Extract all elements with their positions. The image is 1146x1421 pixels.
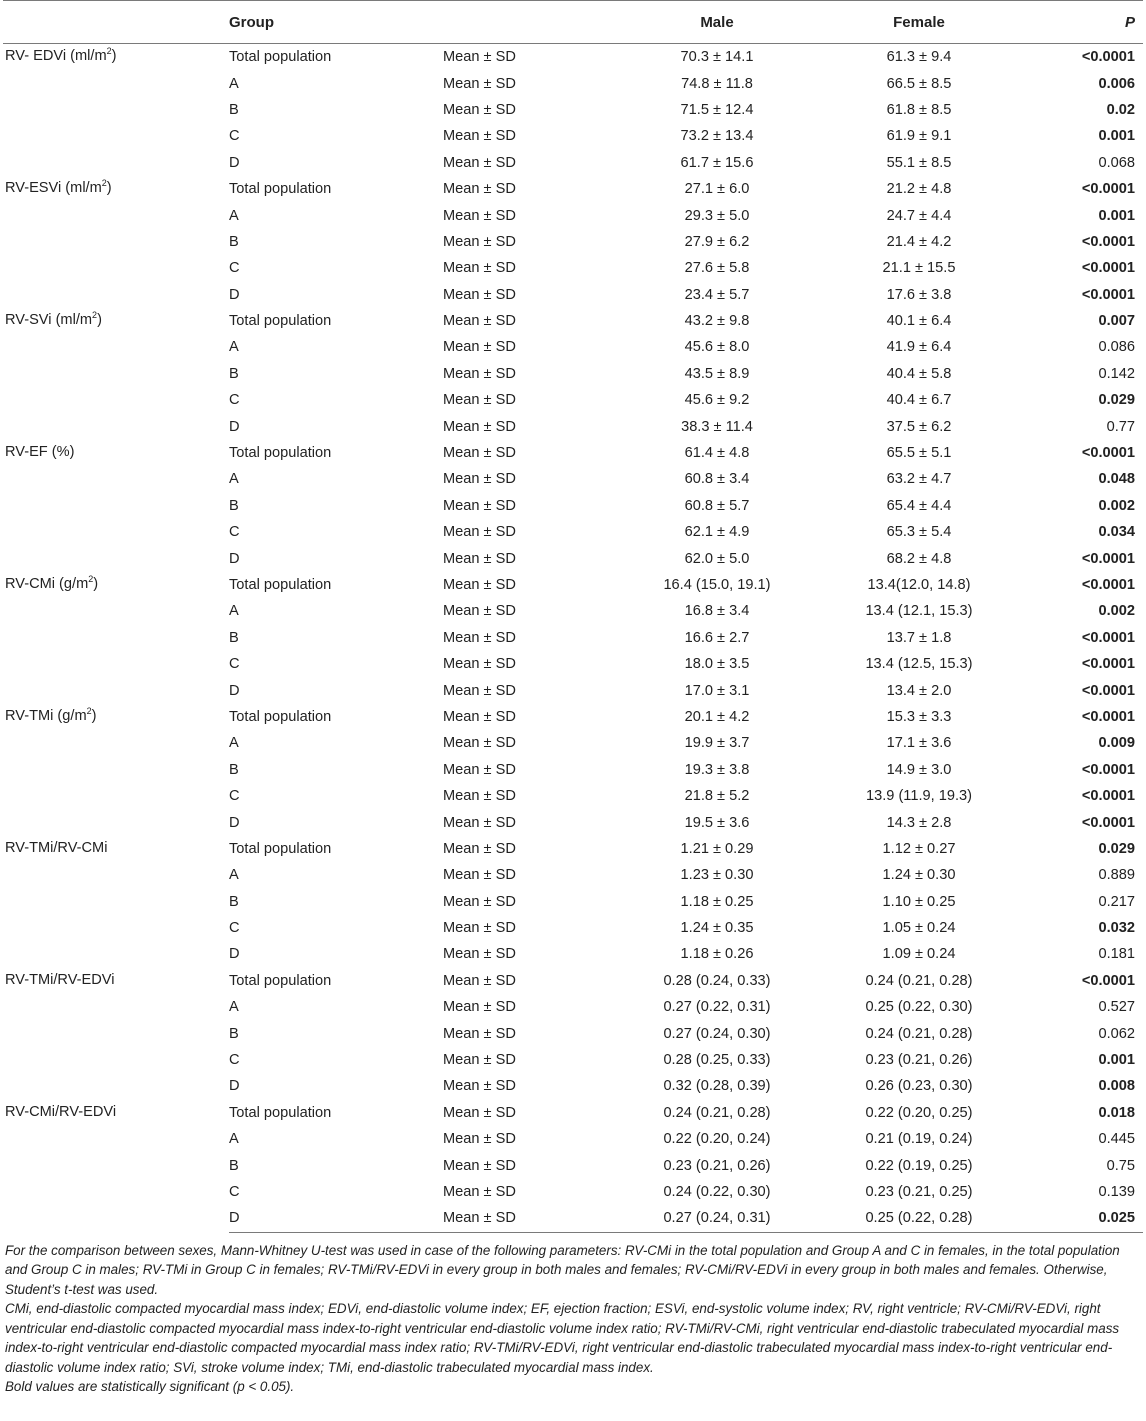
p-value-cell: 0.142 xyxy=(1098,365,1135,382)
parameter-name: RV-TMi (g/m xyxy=(5,707,87,724)
group-cell: C xyxy=(229,524,240,541)
table-row xyxy=(3,704,1143,730)
stat-cell: Mean ± SD xyxy=(443,708,516,725)
table-row xyxy=(3,308,1143,334)
p-value-cell: 0.029 xyxy=(1098,392,1135,409)
stat-cell: Mean ± SD xyxy=(443,260,516,277)
group-cell: A xyxy=(229,735,239,752)
male-value-cell: 61.4 ± 4.8 xyxy=(684,445,750,462)
header-row xyxy=(3,1,1143,44)
male-value-cell: 60.8 ± 3.4 xyxy=(684,471,750,488)
p-value-cell: 0.889 xyxy=(1098,867,1135,884)
stat-cell: Mean ± SD xyxy=(443,445,516,462)
male-value-cell: 73.2 ± 13.4 xyxy=(680,128,754,145)
parameter-name: RV-EF (%) xyxy=(5,443,75,460)
male-value-cell: 1.18 ± 0.25 xyxy=(680,893,754,910)
parameter-label xyxy=(3,572,229,704)
footnote-abbreviations: CMi, end-diastolic compacted myocardial mass index; EDVi, end-diastolic volume index; EF, ejection fraction; ESVi, end-systolic volume index; RV, right ventricle; RV-CMi/RV-EDVi, right ventricular end-diastolic compacted myocardial mass index-to-right ventricular end-diastolic volume index ratio; RV-TMi/RV-CMi, right ventricular end-diastolic trabeculated myocardial mass index-to-right ventricular end-diastolic compacted myocardial mass index ratio; RV-TMi/RV-EDVi, right ventricular end-diastolic trabeculated myocardial mass index-to-right ventricular end-diastolic volume index ratio; SVi, stroke volume index; TMi, end-diastolic trabeculated myocardial mass index. xyxy=(5,1301,1120,1375)
group-cell: Total population xyxy=(229,1104,332,1121)
stat-cell: Mean ± SD xyxy=(443,128,516,145)
group-cell: B xyxy=(229,629,239,646)
male-value-cell: 0.32 (0.28, 0.39) xyxy=(663,1078,771,1095)
female-value-cell: 0.22 (0.20, 0.25) xyxy=(865,1104,973,1121)
female-value-cell: 15.3 ± 3.3 xyxy=(886,708,952,725)
parameter-unit-close: ) xyxy=(106,179,112,196)
female-value-cell: 63.2 ± 4.7 xyxy=(886,471,952,488)
parameter-unit-close: ) xyxy=(93,575,99,592)
group-cell: A xyxy=(229,471,239,488)
male-value-cell: 27.9 ± 6.2 xyxy=(684,233,750,250)
p-value-cell: <0.0001 xyxy=(1081,233,1135,250)
stat-cell: Mean ± SD xyxy=(443,1078,516,1095)
group-cell: A xyxy=(229,207,239,224)
p-value-cell: 0.008 xyxy=(1098,1078,1135,1095)
stat-cell: Mean ± SD xyxy=(443,550,516,567)
p-value-cell: <0.0001 xyxy=(1081,550,1135,567)
parameter-label xyxy=(3,440,229,572)
male-value-cell: 1.24 ± 0.35 xyxy=(680,920,754,937)
parameter-label xyxy=(3,1100,229,1232)
p-value-cell: 0.445 xyxy=(1098,1131,1135,1148)
female-value-cell: 0.26 (0.23, 0.30) xyxy=(865,1078,973,1095)
group-cell: A xyxy=(229,999,239,1016)
header-male: Male xyxy=(615,1,819,44)
male-value-cell: 16.4 (15.0, 19.1) xyxy=(663,577,771,593)
p-value-cell: <0.0001 xyxy=(1081,814,1135,831)
male-value-cell: 23.4 ± 5.7 xyxy=(684,286,750,303)
group-cell: C xyxy=(229,260,240,277)
parameter-label xyxy=(3,968,229,1100)
male-value-cell: 38.3 ± 11.4 xyxy=(681,418,753,435)
parameter-unit-close: ) xyxy=(111,48,117,64)
table-row xyxy=(3,1100,1143,1126)
female-value-cell: 65.5 ± 5.1 xyxy=(886,445,952,462)
table-row xyxy=(3,836,1143,862)
male-value-cell: 0.27 (0.24, 0.31) xyxy=(615,1205,819,1232)
parameter-unit-exponent: 2 xyxy=(106,46,112,56)
p-value-cell: 0.006 xyxy=(1098,75,1135,92)
stat-cell: Mean ± SD xyxy=(443,1131,516,1148)
parameter-unit-exponent: 2 xyxy=(86,705,92,716)
group-cell: A xyxy=(229,867,239,884)
stat-cell: Mean ± SD xyxy=(443,1104,516,1121)
group-cell: A xyxy=(229,603,239,620)
table-row xyxy=(3,44,1143,71)
female-value-cell: 68.2 ± 4.8 xyxy=(886,550,952,567)
male-value-cell: 45.6 ± 9.2 xyxy=(684,392,750,409)
p-value-cell: 0.002 xyxy=(1098,603,1135,620)
stat-cell: Mean ± SD xyxy=(443,814,516,831)
female-value-cell: 21.2 ± 4.8 xyxy=(886,181,952,198)
female-value-cell: 0.21 (0.19, 0.24) xyxy=(865,1131,973,1148)
stat-cell: Mean ± SD xyxy=(443,339,516,356)
p-value-cell: <0.0001 xyxy=(1081,286,1135,303)
female-value-cell: 65.4 ± 4.4 xyxy=(886,497,952,514)
stat-cell: Mean ± SD xyxy=(443,524,516,541)
male-value-cell: 43.2 ± 9.8 xyxy=(684,313,750,330)
male-value-cell: 19.5 ± 3.6 xyxy=(684,814,750,831)
group-cell: B xyxy=(229,1157,239,1174)
female-value-cell: 13.4 (12.1, 15.3) xyxy=(865,603,973,620)
female-value-cell: 40.1 ± 6.4 xyxy=(886,313,952,330)
male-value-cell: 0.27 (0.22, 0.31) xyxy=(663,999,771,1016)
parameter-name: RV-ESVi (ml/m xyxy=(5,179,102,196)
group-cell: Total population xyxy=(229,445,332,462)
parameter-label xyxy=(3,308,229,440)
male-value-cell: 62.0 ± 5.0 xyxy=(684,550,750,567)
group-cell: B xyxy=(229,893,239,910)
group-cell: D xyxy=(229,682,240,699)
male-value-cell: 27.6 ± 5.8 xyxy=(684,260,750,277)
p-value-cell: <0.0001 xyxy=(1081,708,1135,725)
group-cell: A xyxy=(229,1131,239,1148)
stat-cell: Mean ± SD xyxy=(443,1183,516,1200)
stat-cell: Mean ± SD xyxy=(443,603,516,620)
male-value-cell: 0.22 (0.20, 0.24) xyxy=(663,1131,771,1148)
header-female: Female xyxy=(819,1,1019,44)
parameter-unit-close: ) xyxy=(91,707,97,724)
female-value-cell: 14.9 ± 3.0 xyxy=(886,761,952,778)
p-value-cell: 0.77 xyxy=(1106,418,1135,435)
group-cell: B xyxy=(229,365,239,382)
group-cell: C xyxy=(229,788,240,805)
p-value-cell: 0.217 xyxy=(1098,893,1135,910)
group-cell: Total population xyxy=(229,840,332,857)
stat-cell: Mean ± SD xyxy=(443,920,516,937)
stat-cell: Mean ± SD xyxy=(443,154,516,171)
male-value-cell: 27.1 ± 6.0 xyxy=(684,181,750,198)
p-value-cell: 0.001 xyxy=(1098,1052,1135,1069)
female-value-cell: 13.4(12.0, 14.8) xyxy=(867,577,971,593)
female-value-cell: 1.12 ± 0.27 xyxy=(882,840,956,857)
female-value-cell: 0.25 (0.22, 0.30) xyxy=(865,999,973,1016)
footnote-tests: For the comparison between sexes, Mann-Whitney U-test was used in case of the following parameters: RV-CMi in the total population and Group A and C in females, in the total population and Group C in males; RV-TMi in Group C in females; RV-TMi/RV-EDVi in every group in both males and females; RV-CMi/RV-EDVi in every group in both males and females. Otherwise, Student’s t-test was used. xyxy=(5,1242,1120,1297)
male-value-cell: 16.8 ± 3.4 xyxy=(684,603,750,620)
female-value-cell: 40.4 ± 6.7 xyxy=(886,392,952,409)
group-cell: B xyxy=(229,761,239,778)
p-value-cell: 0.009 xyxy=(1098,735,1135,752)
p-value-cell: 0.75 xyxy=(1106,1157,1135,1174)
male-value-cell: 20.1 ± 4.2 xyxy=(684,708,750,725)
stat-cell: Mean ± SD xyxy=(443,313,516,330)
female-value-cell: 0.25 (0.22, 0.28) xyxy=(819,1205,1019,1232)
table-body xyxy=(3,44,1143,1233)
group-cell: D xyxy=(229,154,240,171)
stat-cell: Mean ± SD xyxy=(443,788,516,805)
female-value-cell: 13.4 ± 2.0 xyxy=(886,682,952,699)
female-value-cell: 55.1 ± 8.5 xyxy=(886,154,952,171)
footnotes xyxy=(5,1241,1141,1397)
male-value-cell: 18.0 ± 3.5 xyxy=(684,656,750,673)
stat-cell: Mean ± SD xyxy=(443,75,516,92)
group-cell: C xyxy=(229,1052,240,1069)
male-value-cell: 0.24 (0.22, 0.30) xyxy=(663,1183,771,1200)
group-cell: Total population xyxy=(229,313,332,330)
stat-cell: Mean ± SD xyxy=(443,1157,516,1174)
female-value-cell: 61.8 ± 8.5 xyxy=(886,101,952,118)
male-value-cell: 19.9 ± 3.7 xyxy=(684,735,750,752)
group-cell: B xyxy=(229,233,239,250)
parameter-name: RV-TMi/RV-CMi xyxy=(5,839,108,856)
parameter-name: RV-CMi (g/m xyxy=(5,575,89,592)
group-cell: A xyxy=(229,75,239,92)
group-cell: D xyxy=(229,418,240,435)
parameter-label xyxy=(3,44,229,176)
stat-cell: Mean ± SD xyxy=(443,999,516,1016)
stat-cell: Mean ± SD xyxy=(443,49,516,66)
male-value-cell: 19.3 ± 3.8 xyxy=(684,761,750,778)
group-cell: Total population xyxy=(229,49,332,66)
p-value-cell: <0.0001 xyxy=(1081,972,1135,989)
female-value-cell: 13.4 (12.5, 15.3) xyxy=(865,656,973,673)
female-value-cell: 14.3 ± 2.8 xyxy=(886,814,952,831)
parameter-label xyxy=(3,704,229,836)
male-value-cell: 60.8 ± 5.7 xyxy=(684,497,750,514)
group-cell: D xyxy=(229,550,240,567)
male-value-cell: 17.0 ± 3.1 xyxy=(684,682,750,699)
female-value-cell: 21.4 ± 4.2 xyxy=(886,233,952,250)
group-cell: D xyxy=(229,1078,240,1095)
group-cell: B xyxy=(229,1025,239,1042)
stat-cell: Mean ± SD xyxy=(443,497,516,514)
p-value-cell: 0.527 xyxy=(1098,999,1135,1016)
male-value-cell: 0.28 (0.25, 0.33) xyxy=(663,1052,771,1069)
p-value-cell: 0.048 xyxy=(1098,471,1135,488)
stat-cell: Mean ± SD xyxy=(443,1025,516,1042)
stat-cell: Mean ± SD xyxy=(443,682,516,699)
table-row xyxy=(3,572,1143,598)
male-value-cell: 29.3 ± 5.0 xyxy=(684,207,750,224)
male-value-cell: 45.6 ± 8.0 xyxy=(684,339,750,356)
group-cell: C xyxy=(229,656,240,673)
stat-cell: Mean ± SD xyxy=(443,392,516,409)
group-cell: Total population xyxy=(229,708,332,725)
group-cell: B xyxy=(229,497,239,514)
parameter-name: RV-TMi/RV-EDVi xyxy=(5,971,115,988)
male-value-cell: 1.23 ± 0.30 xyxy=(680,867,754,884)
stat-cell: Mean ± SD xyxy=(443,418,516,435)
female-value-cell: 1.10 ± 0.25 xyxy=(882,893,956,910)
female-value-cell: 1.05 ± 0.24 xyxy=(882,920,956,937)
header-p: P xyxy=(1019,1,1143,44)
stat-cell: Mean ± SD xyxy=(443,761,516,778)
male-value-cell: 62.1 ± 4.9 xyxy=(684,524,750,541)
parameter-name: RV-SVi (ml/m xyxy=(5,311,93,328)
female-value-cell: 13.9 (11.9, 19.3) xyxy=(865,788,972,805)
p-value-cell: 0.029 xyxy=(1098,840,1135,857)
p-value-cell: 0.181 xyxy=(1098,946,1135,963)
p-value-cell: 0.001 xyxy=(1098,207,1135,224)
male-value-cell: 16.6 ± 2.7 xyxy=(684,629,750,646)
parameter-unit-exponent: 2 xyxy=(92,309,98,320)
stat-cell: Mean ± SD xyxy=(443,867,516,884)
stat-cell: Mean ± SD xyxy=(443,629,516,646)
p-value-cell: <0.0001 xyxy=(1081,445,1135,462)
data-table xyxy=(3,0,1143,1233)
group-cell: D xyxy=(229,1205,443,1232)
p-value-cell: <0.0001 xyxy=(1081,577,1135,593)
female-value-cell: 61.9 ± 9.1 xyxy=(886,128,952,145)
female-value-cell: 0.22 (0.19, 0.25) xyxy=(865,1157,973,1174)
table-row xyxy=(3,968,1143,994)
male-value-cell: 0.27 (0.24, 0.30) xyxy=(663,1025,771,1042)
stat-cell: Mean ± SD xyxy=(443,365,516,382)
female-value-cell: 61.3 ± 9.4 xyxy=(886,49,952,66)
stat-cell: Mean ± SD xyxy=(443,972,516,989)
p-value-cell: <0.0001 xyxy=(1081,181,1135,198)
stat-cell: Mean ± SD xyxy=(443,1205,615,1232)
group-cell: B xyxy=(229,101,239,118)
stat-cell: Mean ± SD xyxy=(443,893,516,910)
stat-cell: Mean ± SD xyxy=(443,577,516,593)
male-value-cell: 61.7 ± 15.6 xyxy=(680,154,754,171)
stat-cell: Mean ± SD xyxy=(443,101,516,118)
parameter-unit-close: ) xyxy=(97,311,102,328)
group-cell: Total population xyxy=(229,972,332,989)
male-value-cell: 0.28 (0.24, 0.33) xyxy=(663,972,771,989)
p-value-cell: 0.002 xyxy=(1098,497,1135,514)
male-value-cell: 74.8 ± 11.8 xyxy=(681,75,753,92)
stat-cell: Mean ± SD xyxy=(443,735,516,752)
group-cell: C xyxy=(229,920,240,937)
male-value-cell: 43.5 ± 8.9 xyxy=(684,365,750,382)
p-value-cell: <0.0001 xyxy=(1081,629,1135,646)
stat-cell: Mean ± SD xyxy=(443,286,516,303)
stat-cell: Mean ± SD xyxy=(443,233,516,250)
female-value-cell: 13.7 ± 1.8 xyxy=(886,629,952,646)
female-value-cell: 40.4 ± 5.8 xyxy=(886,365,952,382)
group-cell: C xyxy=(229,128,240,145)
p-value-cell: 0.068 xyxy=(1098,154,1135,171)
header-param xyxy=(3,1,229,44)
male-value-cell: 0.24 (0.21, 0.28) xyxy=(663,1104,771,1121)
stat-cell: Mean ± SD xyxy=(443,840,516,857)
stat-cell: Mean ± SD xyxy=(443,207,516,224)
female-value-cell: 37.5 ± 6.2 xyxy=(886,418,952,435)
female-value-cell: 17.6 ± 3.8 xyxy=(886,286,952,303)
p-value-cell: <0.0001 xyxy=(1081,788,1135,805)
table-row xyxy=(3,440,1143,466)
p-value-cell: 0.032 xyxy=(1098,920,1135,937)
male-value-cell: 1.18 ± 0.26 xyxy=(680,946,754,963)
female-value-cell: 0.23 (0.21, 0.26) xyxy=(865,1052,973,1069)
parameter-name: RV- EDVi (ml/m xyxy=(5,48,107,64)
footnote-significance: Bold values are statistically significant (p < 0.05). xyxy=(5,1379,295,1395)
p-value-cell: 0.062 xyxy=(1098,1025,1135,1042)
parameter-unit-exponent: 2 xyxy=(101,177,107,188)
male-value-cell: 71.5 ± 12.4 xyxy=(680,101,754,118)
p-value-cell: 0.007 xyxy=(1098,313,1135,330)
female-value-cell: 1.09 ± 0.24 xyxy=(882,946,956,963)
p-value-cell: <0.0001 xyxy=(1081,49,1135,66)
female-value-cell: 41.9 ± 6.4 xyxy=(886,339,952,356)
p-value-cell: <0.0001 xyxy=(1081,761,1135,778)
group-cell: D xyxy=(229,814,240,831)
parameter-label xyxy=(3,836,229,968)
male-value-cell: 21.8 ± 5.2 xyxy=(684,788,750,805)
p-value-cell: 0.018 xyxy=(1098,1104,1135,1121)
female-value-cell: 1.24 ± 0.30 xyxy=(882,867,956,884)
stat-cell: Mean ± SD xyxy=(443,181,516,198)
p-value-cell: 0.139 xyxy=(1098,1183,1135,1200)
female-value-cell: 0.24 (0.21, 0.28) xyxy=(865,972,973,989)
male-value-cell: 0.23 (0.21, 0.26) xyxy=(663,1157,771,1174)
stat-cell: Mean ± SD xyxy=(443,1052,516,1069)
table-row xyxy=(3,176,1143,202)
female-value-cell: 0.24 (0.21, 0.28) xyxy=(865,1025,973,1042)
group-cell: Total population xyxy=(229,181,332,198)
p-value-cell: 0.034 xyxy=(1098,524,1135,541)
group-cell: D xyxy=(229,946,240,963)
female-value-cell: 21.1 ± 15.5 xyxy=(882,260,956,277)
p-value-cell: 0.001 xyxy=(1098,128,1135,145)
female-value-cell: 17.1 ± 3.6 xyxy=(886,735,952,752)
group-cell: A xyxy=(229,339,239,356)
p-value-cell: 0.025 xyxy=(1019,1205,1143,1232)
female-value-cell: 0.23 (0.21, 0.25) xyxy=(865,1183,973,1200)
group-cell: C xyxy=(229,392,240,409)
parameter-unit-exponent: 2 xyxy=(88,573,94,584)
p-value-cell: <0.0001 xyxy=(1081,260,1135,277)
female-value-cell: 66.5 ± 8.5 xyxy=(886,75,952,92)
p-value-cell: <0.0001 xyxy=(1081,682,1135,699)
p-value-cell: 0.02 xyxy=(1106,101,1135,118)
group-cell: D xyxy=(229,286,240,303)
parameter-name: RV-CMi/RV-EDVi xyxy=(5,1103,117,1120)
stat-cell: Mean ± SD xyxy=(443,471,516,488)
female-value-cell: 65.3 ± 5.4 xyxy=(886,524,952,541)
p-value-cell: <0.0001 xyxy=(1081,656,1135,673)
female-value-cell: 24.7 ± 4.4 xyxy=(886,207,952,224)
group-cell: C xyxy=(229,1183,240,1200)
p-value-cell: 0.086 xyxy=(1098,339,1135,356)
male-value-cell: 70.3 ± 14.1 xyxy=(680,49,754,66)
group-cell: Total population xyxy=(229,577,332,593)
stat-cell: Mean ± SD xyxy=(443,656,516,673)
parameter-label xyxy=(3,176,229,308)
header-stat xyxy=(443,1,615,44)
male-value-cell: 1.21 ± 0.29 xyxy=(680,840,754,857)
header-group: Group xyxy=(229,1,443,44)
stat-cell: Mean ± SD xyxy=(443,946,516,963)
